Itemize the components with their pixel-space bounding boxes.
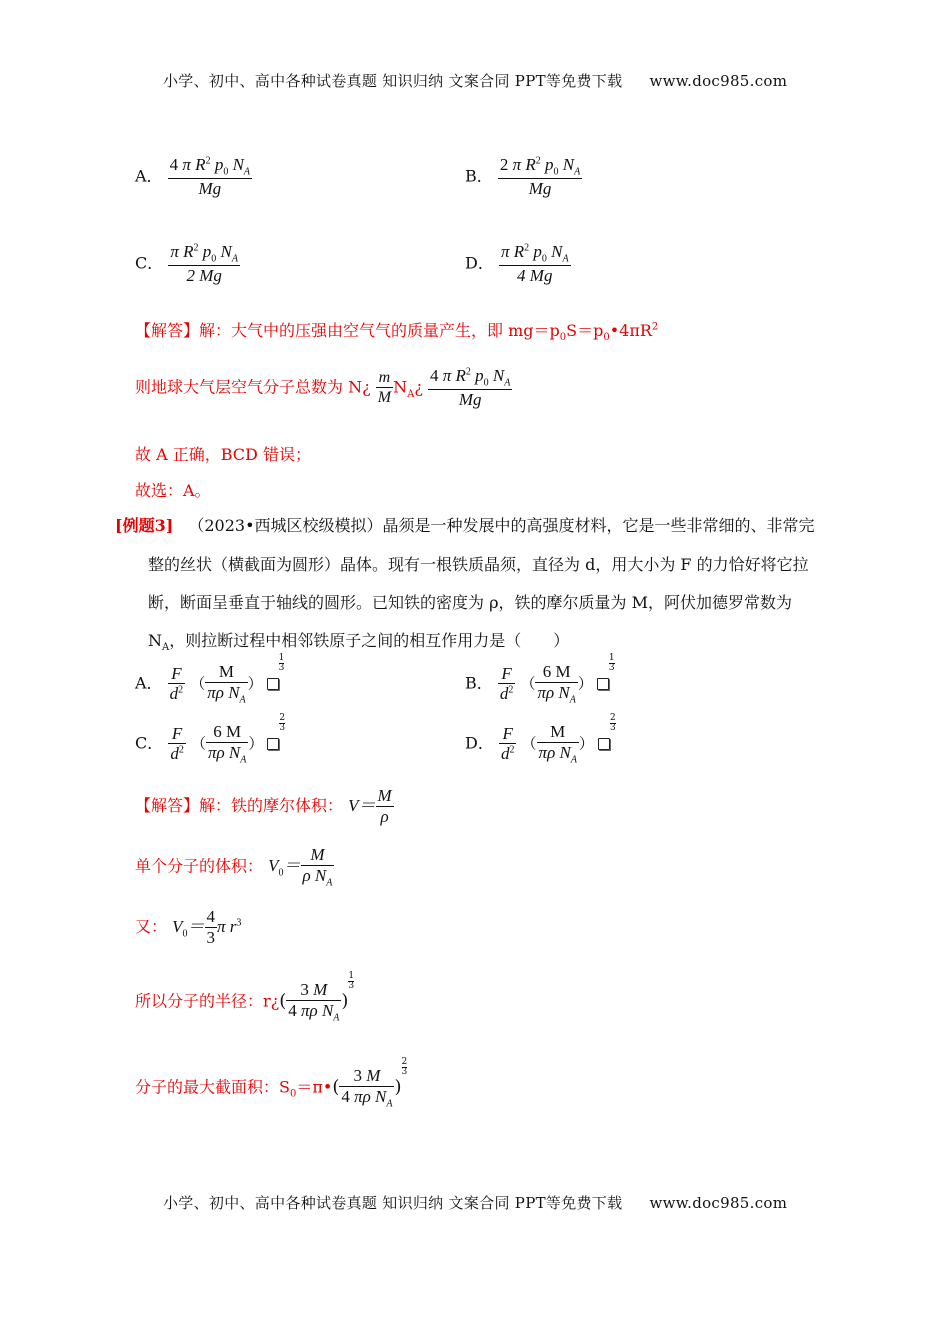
option-a bbox=[135, 155, 252, 199]
answer-line-1: 【解答】解：大气中的压强由空气气的质量产生，即 $mg=p_0S=p_0•4\pi R^2$ bbox=[135, 321, 659, 344]
answer-text: 又： bbox=[135, 916, 168, 936]
option-formula: $\frac{\pi R^2 p_0 N_A}{2 Mg}$ bbox=[170, 242, 238, 285]
option-b bbox=[465, 155, 582, 199]
coef: 2 bbox=[499, 155, 509, 174]
q3-option-a: A． $\frac{F}{d^2}$ （ $\frac{M}{\pi\rho N_A}$ ） $\frac{1}{3}$ bbox=[135, 653, 285, 705]
question-3-line-4 bbox=[148, 628, 569, 653]
answer-text-suffix: ¿ bbox=[414, 377, 423, 397]
option-formula: $\frac{4 \pi R^2 p_0 N_A}{Mg}$ bbox=[169, 155, 251, 198]
option-label: B． bbox=[465, 166, 493, 186]
denominator: Mg bbox=[498, 178, 582, 199]
q3-answer-line-1: 【解答】解：铁的摩尔体积： V＝ $\frac{M}{\rho}$ bbox=[135, 786, 392, 826]
denominator: 4 Mg bbox=[499, 265, 571, 286]
denominator: Mg bbox=[168, 178, 252, 199]
header-site: www.doc985.com bbox=[649, 72, 788, 90]
page-header bbox=[163, 70, 787, 91]
answer-line-2 bbox=[135, 366, 512, 410]
option-label: C． bbox=[135, 733, 164, 753]
question-text: （2023•西城区校级模拟）晶须是一种发展中的高强度材料，它是一些非常细的、非常完 bbox=[188, 516, 815, 535]
checkbox-icon bbox=[267, 738, 279, 750]
option-d bbox=[465, 242, 571, 286]
q3-answer-line-5: 分子的最大截面积：$S_0=\pi•$( $\frac{3 M}{4 \pi\rho N_A}$ ) $\frac{2}{3}$ bbox=[135, 1057, 408, 1109]
q3-answer-line-4: 所以分子的半径：r¿( $\frac{3 M}{4 \pi\rho N_A}$ ) $\frac{1}{3}$ bbox=[135, 971, 355, 1023]
q3-option-b: B． $\frac{F}{d^2}$ （ $\frac{6 M}{\pi\rho N_A}$ ） $\frac{1}{3}$ bbox=[465, 653, 615, 705]
answer-line-4: 故选：A。 bbox=[135, 481, 211, 500]
exp-num: 2 bbox=[279, 713, 286, 723]
result-formula: $\frac{4 \pi R^2 p_0 N_A}{Mg}$ bbox=[430, 366, 511, 409]
answer-text: 所以分子的半径：r¿ bbox=[135, 991, 280, 1011]
denominator: 2 Mg bbox=[168, 265, 240, 286]
m-over-M: $\frac{m}{M}$ bbox=[377, 368, 392, 407]
footer-text: 小学、初中、高中各种试卷真题 知识归纳 文案合同 PPT等免费下载 bbox=[163, 1194, 623, 1212]
answer-text: 解：大气中的压强由空气气的质量产生，即 mg＝p bbox=[199, 321, 560, 340]
answer-text-b: S＝p bbox=[566, 321, 604, 340]
na-text: N bbox=[393, 377, 408, 397]
q3-answer-line-3: 又： $V_0=$ $\frac{4}{3}$ π $r^3$ bbox=[135, 907, 242, 947]
answer-text: 分子的最大截面积：S bbox=[135, 1077, 290, 1097]
numerator: M bbox=[218, 662, 235, 681]
exp-num: 1 bbox=[278, 653, 285, 663]
option-formula: $\frac{2 \pi R^2 p_0 N_A}{Mg}$ bbox=[499, 155, 581, 198]
option-label: B． bbox=[465, 673, 493, 693]
footer-site: www.doc985.com bbox=[649, 1194, 788, 1212]
question-3-line-1 bbox=[115, 513, 815, 536]
header-text: 小学、初中、高中各种试卷真题 知识归纳 文案合同 PPT等免费下载 bbox=[163, 72, 623, 90]
na-sub: A bbox=[162, 642, 170, 654]
option-label: A． bbox=[135, 166, 163, 186]
numerator: M bbox=[550, 722, 566, 741]
option-c bbox=[135, 242, 240, 286]
option-formula: $\frac{\pi R^2 p_0 N_A}{4 Mg}$ bbox=[500, 242, 569, 285]
option-label: D． bbox=[465, 733, 494, 753]
checkbox-icon bbox=[597, 678, 609, 690]
question-tag: [例题3] bbox=[115, 516, 174, 535]
coef: 4 bbox=[169, 155, 179, 174]
question-text: ，则拉断过程中相邻铁原子之间的相互作用力是（ ） bbox=[169, 631, 570, 650]
q3-answer-line-2: 单个分子的体积： $V_0=$ $\frac{M}{\rho N_A}$ bbox=[135, 845, 333, 888]
answer-tag: 【解答】 bbox=[135, 795, 200, 815]
answer-text: 则地球大气层空气分子总数为 N¿ bbox=[135, 377, 371, 397]
answer-text-c: •4πR bbox=[609, 321, 652, 340]
checkbox-icon bbox=[598, 738, 610, 750]
answer-text-b: ＝π• bbox=[296, 1077, 333, 1097]
question-3-line-2: 整的丝状（横截面为圆形）晶体。现有一根铁质晶须，直径为 d，用大小为 F 的力恰好将它拉 bbox=[148, 555, 809, 574]
numerator: 6 M bbox=[542, 662, 571, 681]
q3-option-d: D． $\frac{F}{d^2}$ （ $\frac{M}{\pi\rho N_A}$ ） $\frac{2}{3}$ bbox=[465, 713, 616, 765]
option-label: D． bbox=[465, 253, 494, 273]
question-3-line-3: 断，断面呈垂直于轴线的圆形。已知铁的密度为 ρ，铁的摩尔质量为 M，阿伏加德罗常数为 bbox=[148, 593, 792, 612]
page-footer bbox=[163, 1192, 787, 1213]
answer-tag: 【解答】 bbox=[135, 321, 200, 340]
exp-num: 1 bbox=[608, 653, 615, 663]
numerator: 6 M bbox=[213, 722, 242, 741]
option-label: C． bbox=[135, 253, 164, 273]
na-text: N bbox=[148, 631, 162, 650]
answer-line-3: 故 A 正确，BCD 错误； bbox=[135, 445, 311, 464]
answer-text: 单个分子的体积： bbox=[135, 856, 264, 876]
exp-num: 2 bbox=[609, 713, 616, 723]
checkbox-icon bbox=[267, 678, 279, 690]
option-label: A． bbox=[135, 673, 163, 693]
q3-option-c: C． $\frac{F}{d^2}$ （ $\frac{6 M}{\pi\rho N_A}$ ） $\frac{2}{3}$ bbox=[135, 713, 286, 765]
answer-text: 解：铁的摩尔体积： bbox=[199, 795, 344, 815]
na-sub: A bbox=[407, 388, 415, 400]
